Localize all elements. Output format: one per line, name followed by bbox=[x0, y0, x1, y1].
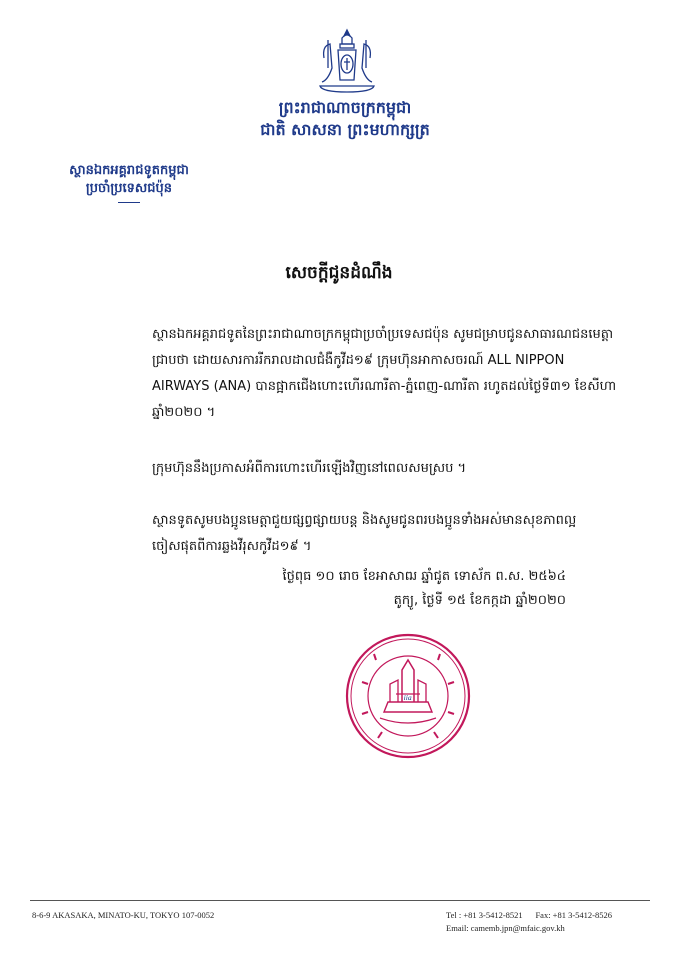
embassy-location: ប្រចាំប្រទេសជប៉ុន bbox=[85, 181, 173, 196]
kingdom-name: ព្រះរាជាណាចក្រកម្ពុជា bbox=[278, 98, 412, 117]
embassy-address: 8-6-9 AKASAKA, MINATO-KU, TOKYO 107-0052 bbox=[32, 910, 215, 920]
embassy-heading bbox=[54, 162, 204, 203]
email-address: Email: camemb.jpn@mfaic.gov.kh bbox=[446, 923, 565, 933]
embassy-name: ស្ថានឯកអគ្គរាជទូតកម្ពុជា bbox=[69, 163, 189, 178]
telephone-number: Tel : +81 3-5412-8521 bbox=[446, 910, 523, 920]
national-motto: ជាតិ សាសនា ព្រះមហាក្សត្រ bbox=[260, 120, 430, 139]
solar-date: តូក្យូ, ថ្ងៃទី ១៥ ខែកក្កដា ឆ្នាំ២០២០ bbox=[393, 593, 566, 608]
embassy-divider bbox=[118, 202, 140, 203]
footer-divider bbox=[30, 900, 650, 901]
royal-arms-emblem-icon bbox=[314, 28, 380, 96]
notice-paragraph-1: ស្ថានឯកអគ្គរាជទូតនៃព្រះរាជាណាចក្រកម្ពុជាប្រចាំប្រទេសជប៉ុន សូមជម្រាបជូនសាធារណជនមេត្តាជ្រាបថា ដោយសារការរីករាលដាលជំងឺកូវីដ១៩ ក្រុមហ៊ុនអាកាសចរណ៍ ALL NIPPON AIRWAYS (ANA) បានផ្អាកជើងហោះហើរណារីតា-ភ្នំពេញ-ណារីតា រហូតដល់ថ្ងៃទី៣១ ខែសីហា ឆ្នាំ២០២០ ។ bbox=[152, 327, 617, 420]
notice-title: សេចក្តីជូនដំណឹង bbox=[285, 263, 393, 283]
fax-number: Fax: +81 3-5412-8526 bbox=[535, 910, 613, 920]
svg-text:ᵢᵢₐ: ᵢᵢₐ bbox=[404, 687, 412, 702]
notice-paragraph-3: ស្ថានទូតសូមបងប្អូនមេត្តាជួយផ្សព្វផ្សាយបន្ត និងសូមជូនពរបងប្អូនទាំងអស់មានសុខភាពល្អ ចៀសផុតពីការឆ្លងវីរុសកូវីដ១៩ ។ bbox=[152, 513, 577, 554]
notice-paragraph-2: ក្រុមហ៊ុននឹងប្រកាសអំពីការហោះហើរឡើងវិញនៅពេលសមស្រប ។ bbox=[152, 461, 467, 476]
kingdom-motto bbox=[230, 98, 460, 140]
embassy-contact bbox=[446, 909, 612, 935]
lunar-date: ថ្ងៃពុធ ១០ រោច ខែអាសាឍ ឆ្នាំជូត ទោស័ក ព.ស. ២៥៦៤ bbox=[282, 569, 566, 584]
embassy-seal-stamp bbox=[344, 632, 472, 760]
